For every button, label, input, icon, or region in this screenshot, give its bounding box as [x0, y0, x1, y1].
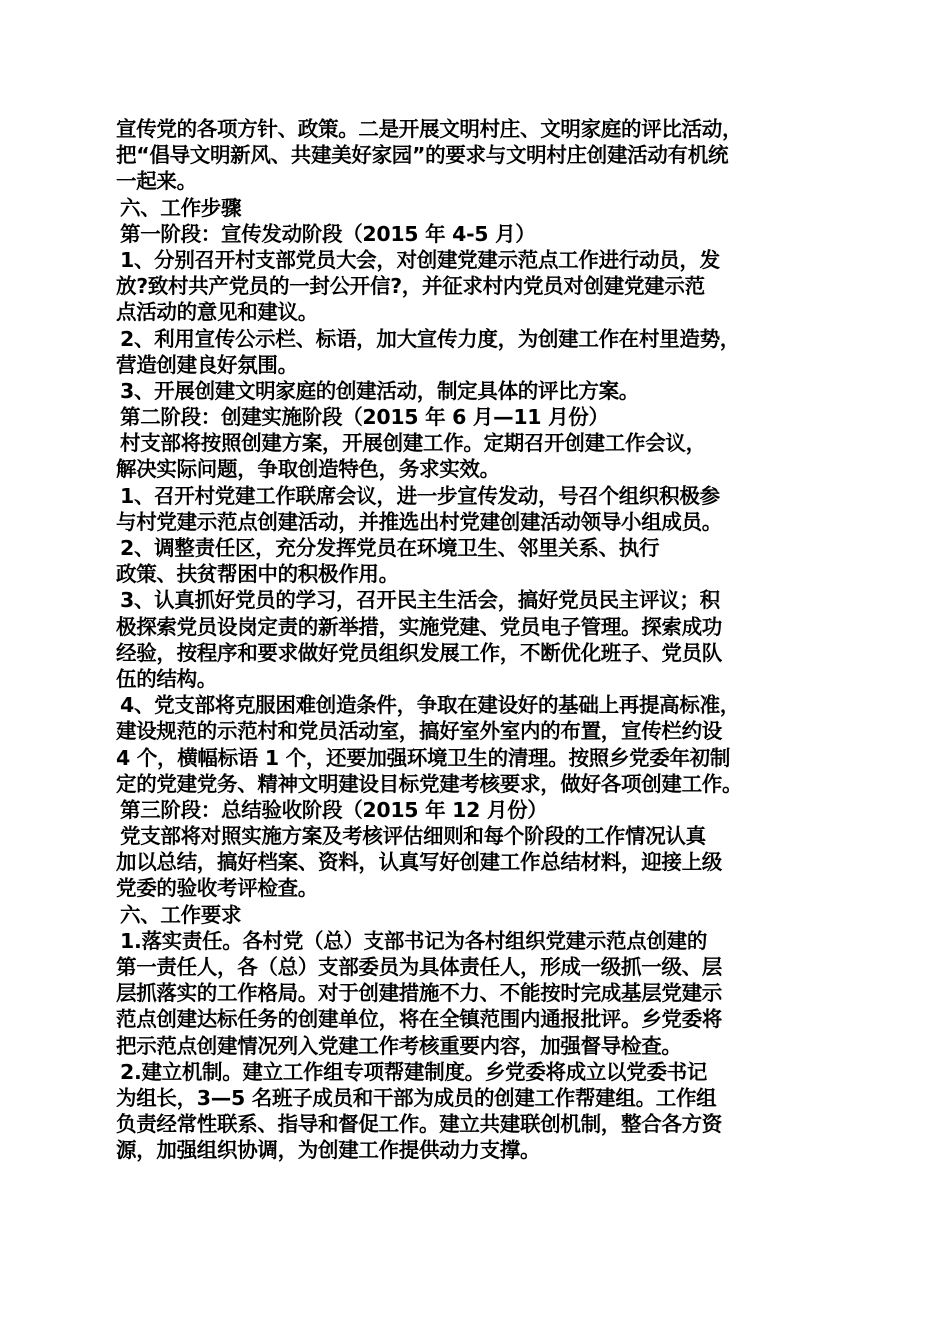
text-line: 第一责任人，各（总）支部委员为具体责任人，形成一级抓一级、层 — [116, 955, 722, 979]
text-line: 解决实际问题，争取创造特色，务求实效。 — [116, 457, 500, 482]
text-line: 1、分别召开村支部党员大会，对创建党建示范点工作进行动员，发 — [120, 247, 720, 272]
text-line: 4、党支部将克服困难创造条件，争取在建设好的基础上再提高标准， — [120, 693, 740, 718]
text-line: 村支部将按照创建方案，开展创建工作。定期召开创建工作会议， — [120, 431, 706, 456]
text-line: 党委的验收考评检查。 — [116, 876, 318, 901]
text-line: 范点创建达标任务的创建单位，将在全镇范围内通报批评。乡党委将 — [116, 1007, 722, 1032]
text-line: 3、认真抓好党员的学习，召开民主生活会，搞好党员民主评议；积 — [120, 588, 720, 613]
text-line: 政策、扶贫帮困中的积极作用。 — [116, 562, 399, 587]
text-line: 点活动的意见和建议。 — [116, 300, 318, 325]
text-line: 六、工作步骤 — [120, 195, 242, 220]
text-line: 与村党建示范点创建活动，并推选出村党建创建活动领导小组成员。 — [116, 509, 722, 534]
text-line: 2、调整责任区，充分发挥党员在环境卫生、邻里关系、执行 — [120, 536, 660, 560]
text-line: 2.建立机制。建立工作组专项帮建制度。乡党委将成立以党委书记 — [120, 1059, 708, 1084]
text-line: 六、工作要求 — [120, 902, 242, 927]
text-line: 经验，按程序和要求做好党员组织发展工作，不断优化班子、党员队 — [116, 640, 722, 665]
text-line: 建设规范的示范村和党员活动室，搞好室外室内的布置，宣传栏约设 — [116, 719, 722, 744]
text-line: 3、开展创建文明家庭的创建活动，制定具体的评比方案。 — [120, 378, 639, 403]
text-line: 4 个，横幅标语 1 个，还要加强环境卫生的清理。按照乡党委年初制 — [116, 745, 731, 770]
text-line: 第三阶段：总结验收阶段（2015 年 12 月份） — [120, 797, 548, 822]
text-line: 源，加强组织协调，为创建工作提供动力支撑。 — [116, 1138, 541, 1163]
text-line: 伍的结构。 — [116, 666, 217, 691]
text-line: 第二阶段：创建实施阶段（2015 年 6 月—11 月份） — [120, 405, 609, 430]
text-line: 2、利用宣传公示栏、标语，加大宣传力度，为创建工作在村里造势， — [120, 326, 740, 351]
text-line: 1.落实责任。各村党（总）支部书记为各村组织党建示范点创建的 — [120, 928, 708, 953]
text-line: 宣传党的各项方针、政策。二是开展文明村庄、文明家庭的评比活动， — [116, 117, 743, 141]
text-line: 一起来。 — [116, 169, 197, 194]
text-line: 层抓落实的工作格局。对于创建措施不力、不能按时完成基层党建示 — [116, 981, 722, 1006]
text-line: 极探索党员设岗定责的新举措，实施党建、党员电子管理。探索成功 — [116, 614, 722, 639]
text-line: 把示范点创建情况列入党建工作考核重要内容，加强督导检查。 — [116, 1033, 682, 1058]
text-line: 加以总结，搞好档案、资料，认真写好创建工作总结材料，迎接上级 — [116, 850, 722, 875]
text-line: 放?致村共产党员的一封公开信?，并征求村内党员对创建党建示范 — [116, 274, 705, 299]
text-line: 定的党建党务、精神文明建设目标党建考核要求，做好各项创建工作。 — [116, 771, 743, 796]
text-line: 为组长，3—5 名班子成员和干部为成员的创建工作帮建组。工作组 — [116, 1085, 717, 1110]
text-line: 第一阶段：宣传发动阶段（2015 年 4-5 月） — [120, 221, 536, 246]
document-body — [116, 116, 851, 1164]
text-line: 1、召开村党建工作联席会议，进一步宣传发动，号召个组织积极参 — [120, 483, 720, 508]
text-line: 负责经常性联系、指导和督促工作。建立共建联创机制，整合各方资 — [116, 1112, 722, 1137]
text-line: 把“倡导文明新风、共建美好家园”的要求与文明村庄创建活动有机统 — [116, 143, 729, 168]
text-line: 党支部将对照实施方案及考核评估细则和每个阶段的工作情况认真 — [120, 824, 706, 849]
text-line: 营造创建良好氛围。 — [116, 352, 298, 377]
